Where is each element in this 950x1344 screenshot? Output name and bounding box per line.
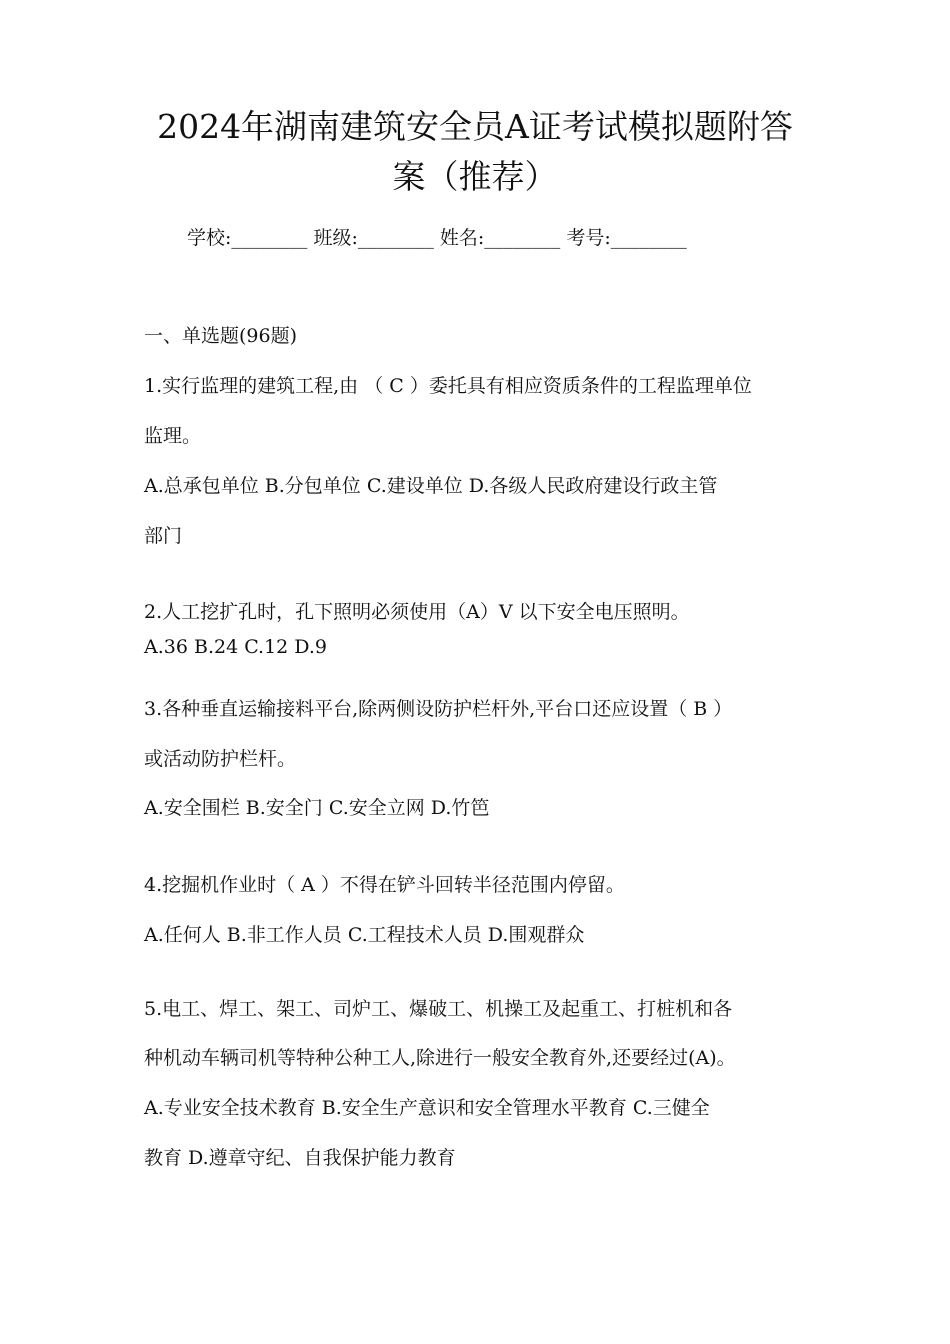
question-stem: 1.实行监理的建筑工程,由 （ C ）委托具有相应资质条件的工程监理单位 <box>144 375 752 397</box>
question-stem: 监理。 <box>144 425 202 447</box>
question-options: A.36 B.24 C.12 D.9 <box>144 636 327 658</box>
question-options: 部门 <box>144 525 183 547</box>
document-title-line-1: 2024年湖南建筑安全员A证考试模拟题附答 <box>157 107 793 146</box>
question-options: 教育 D.遵章守纪、自我保护能力教育 <box>144 1147 456 1169</box>
section-heading: 一、单选题(96题) <box>144 325 298 347</box>
question-stem: 2.人工挖扩孔时，孔下照明必须使用（A）V 以下安全电压照明。 <box>144 601 690 623</box>
question-options: A.安全围栏 B.安全门 C.安全立网 D.竹笆 <box>144 797 490 819</box>
question-options: A.专业安全技术教育 B.安全生产意识和安全管理水平教育 C.三健全 <box>144 1097 710 1119</box>
question-stem: 5.电工、焊工、架工、司炉工、爆破工、机操工及起重工、打桩机和各 <box>144 998 733 1020</box>
student-info-line: 学校:________ 班级:________ 姓名:________ 考号:________ <box>187 227 687 249</box>
question-options: A.总承包单位 B.分包单位 C.建设单位 D.各级人民政府建设行政主管 <box>144 475 718 497</box>
question-stem: 种机动车辆司机等特种公种工人,除进行一般安全教育外,还要经过(A)。 <box>144 1047 736 1069</box>
document-title-line-2: 案（推荐） <box>392 157 558 196</box>
question-options: A.任何人 B.非工作人员 C.工程技术人员 D.围观群众 <box>144 924 585 946</box>
question-stem: 或活动防护栏杆。 <box>144 748 297 770</box>
question-stem: 4.挖掘机作业时（ A ）不得在铲斗回转半径范围内停留。 <box>144 874 625 896</box>
question-stem: 3.各种垂直运输接料平台,除两侧设防护栏杆外,平台口还应设置（ B ） <box>144 698 733 720</box>
